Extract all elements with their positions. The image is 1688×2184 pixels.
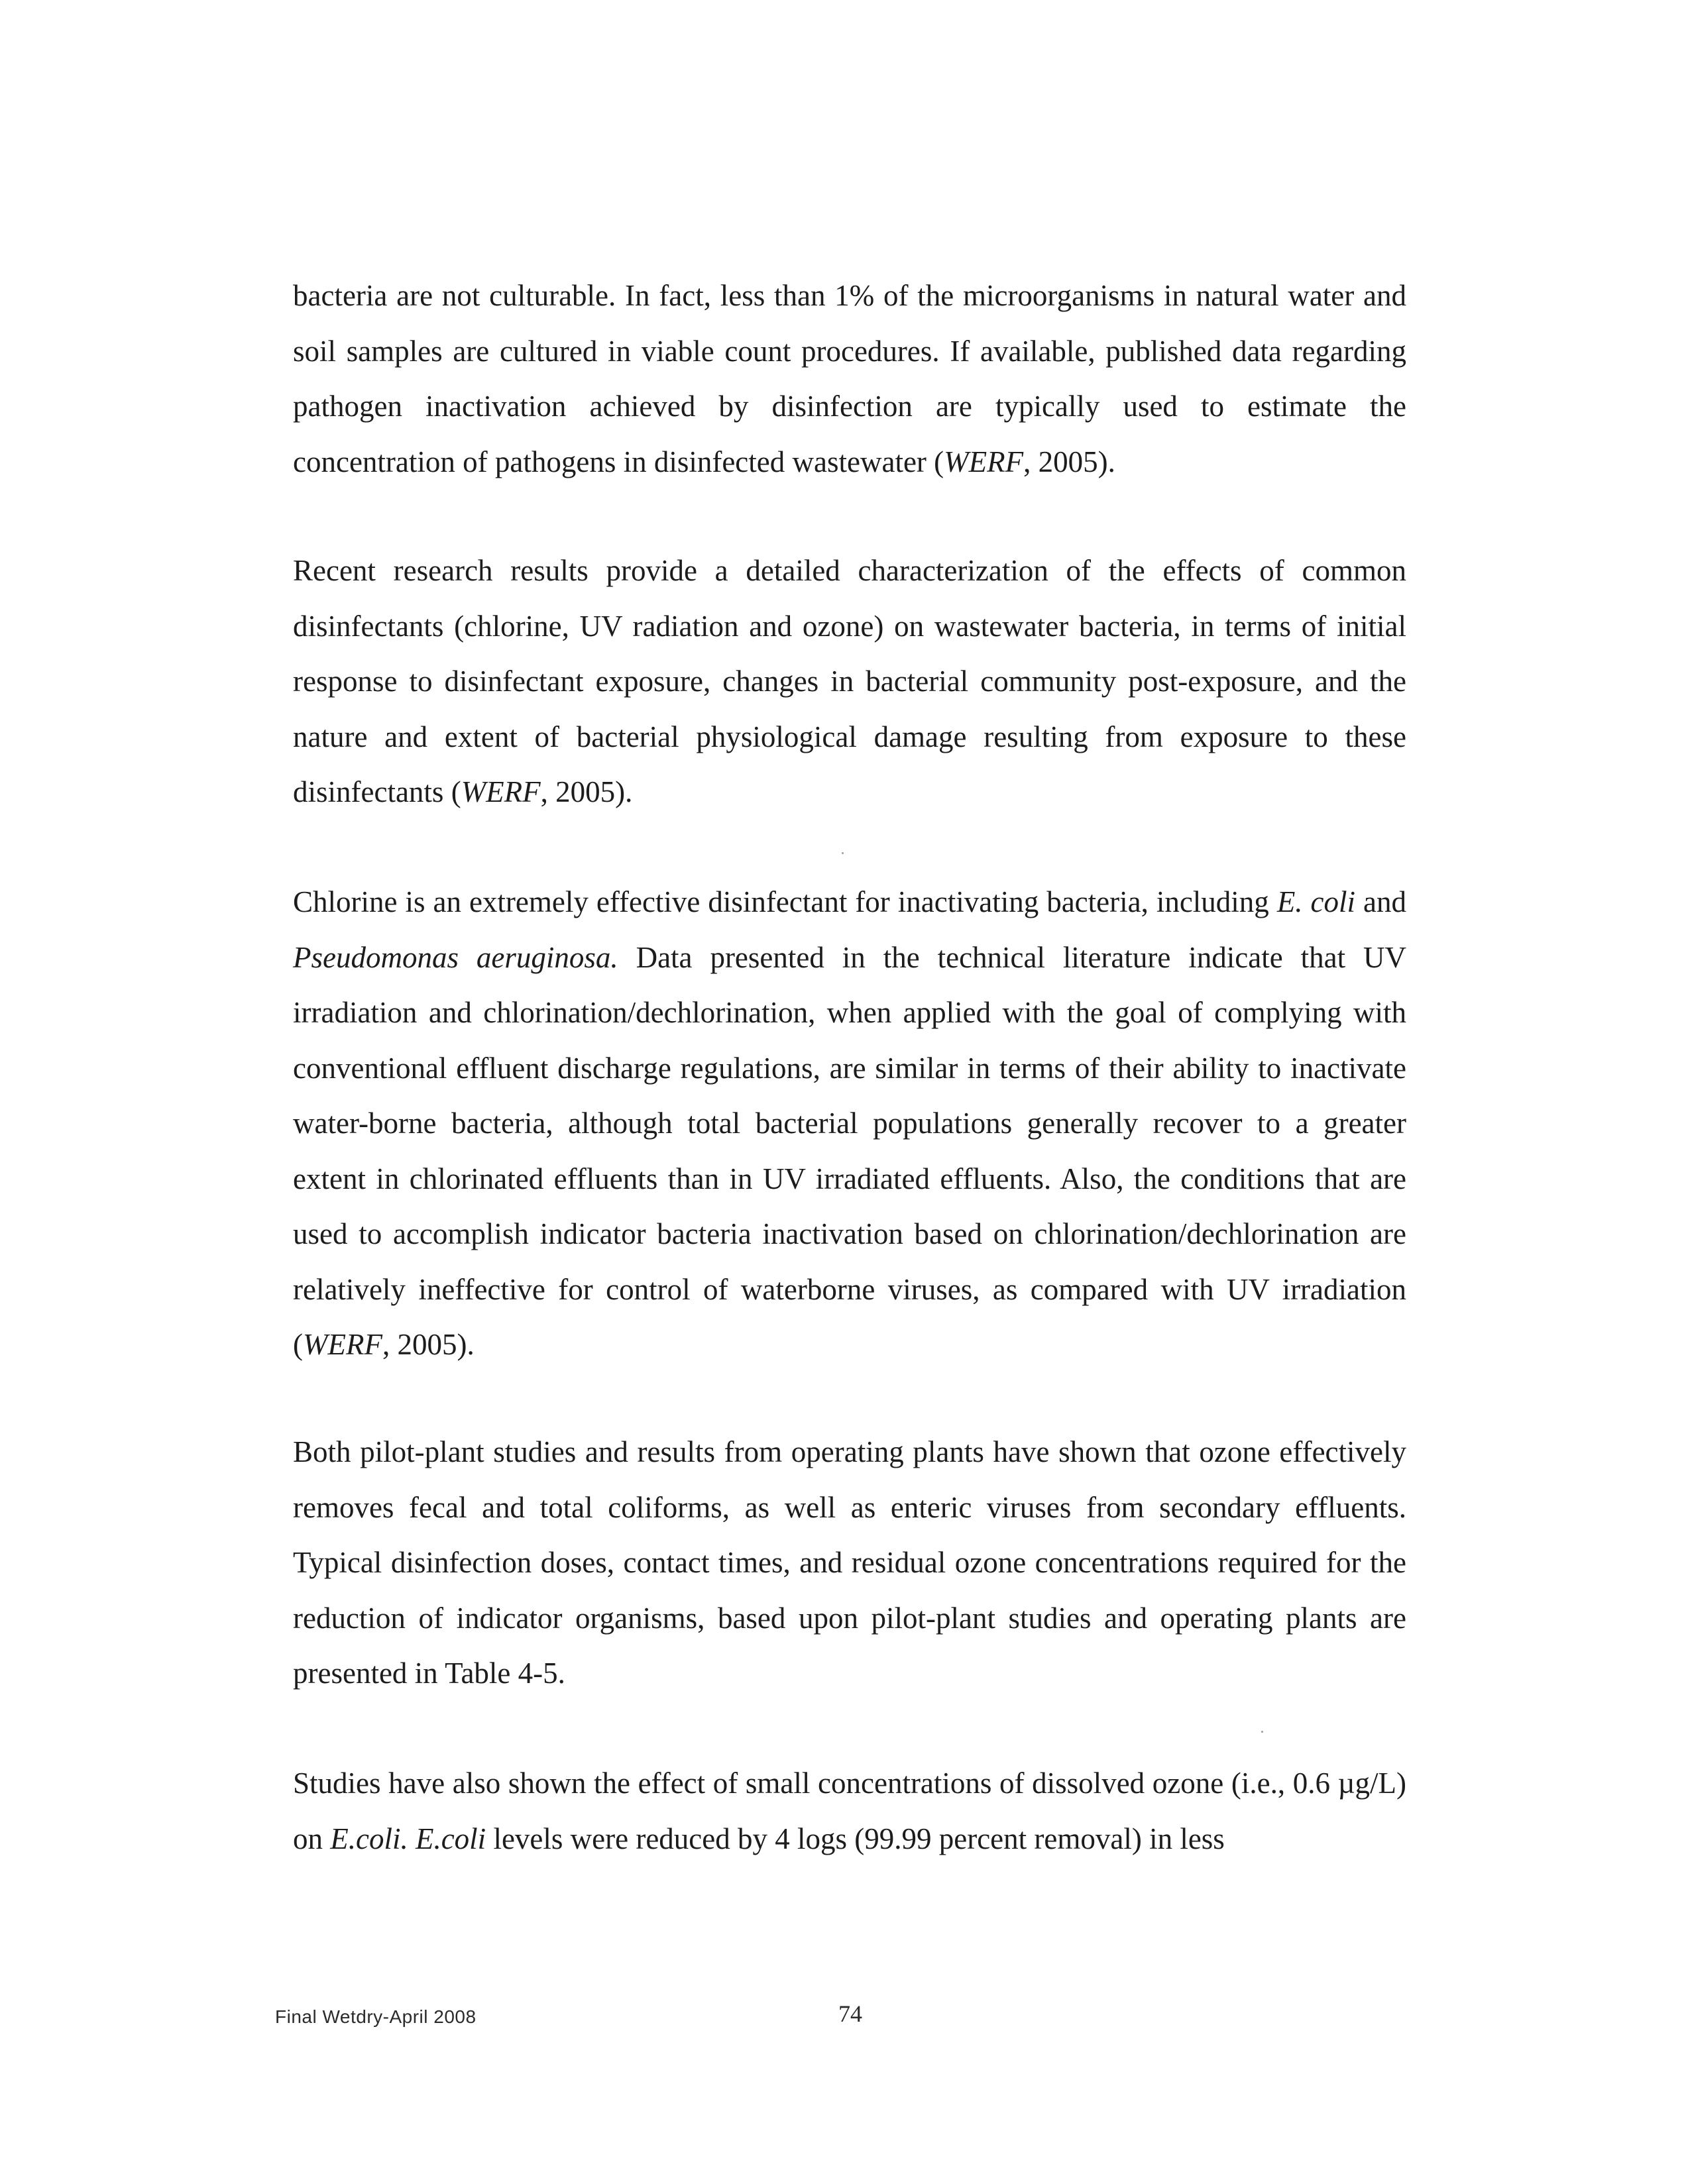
paragraph-text-segment: Data presented in the technical literature indicate that UV irradiation and chlorination/dechlorination, when applied with the goal of complying with conventional effluent discharge regulations, are similar in terms of their ability to inactivate water-borne bacteria, although total bacterial populations generally recover to a greater extent in chlorinated effluents than in UV irradiated effluents. Also, the conditions that are used to accomplish indicator bacteria inactivation based on chlorination/dechlorination are relatively ineffective for control of waterborne viruses, as compared with UV irradiation ( — [293, 940, 1406, 1361]
paragraph-text-segment: Chlorine is an extremely effective disinfectant for inactivating bacteria, including — [293, 885, 1277, 918]
paragraph-text-segment: Studies have also shown the effect of small concentrations of dissolved ozone (i.e., 0.6 µg/L) on — [293, 1767, 1406, 1855]
paragraph-text-segment: WERF — [461, 775, 541, 808]
paragraph-text-segment: WERF — [303, 1328, 382, 1361]
paragraph-text-segment: Both pilot-plant studies and results from operating plants have shown that ozone effectively removes fecal and total coliforms, as well as enteric viruses from secondary effluents. Typical disinfection doses, contact times, and residual ozone concentrations required for the reduction of indicator organisms, based upon pilot-plant studies and operating plants are presented in Table 4-5. — [293, 1435, 1406, 1690]
paragraph-4 — [293, 1425, 1406, 1702]
paragraph-text-segment: WERF — [944, 445, 1024, 478]
paragraph-5 — [293, 1756, 1406, 1867]
paragraph-text-segment: E.coli. — [330, 1822, 408, 1855]
paragraph-1 — [293, 268, 1406, 490]
paragraph-text-segment: , 2005). — [382, 1328, 475, 1361]
paragraph-text-segment: Recent research results provide a detailed characterization of the effects of common disinfectants (chlorine, UV radiation and ozone) on wastewater bacteria, in terms of initial response to disinfectant exposure, changes in bacterial community post-exposure, and the nature and extent of bacterial physiological damage resulting from exposure to these disinfectants ( — [293, 554, 1406, 808]
paragraph-text-segment: levels were reduced by 4 logs (99.99 percent removal) in less — [486, 1822, 1225, 1855]
footer-document-label: Final Wetdry-April 2008 — [275, 2006, 477, 2027]
paragraph-text-segment: bacteria are not culturable. In fact, less than 1% of the microorganisms in natural water and soil samples are cultured in viable count procedures. If available, published data regarding pathogen inactivation achieved by disinfection are typically used to estimate the concentration of pathogens in disinfected wastewater ( — [293, 279, 1406, 478]
footer-page-number: 74 — [838, 2000, 862, 2027]
paragraph-text-segment: Pseudomonas aeruginosa. — [293, 940, 618, 974]
paragraph-2 — [293, 543, 1406, 820]
paragraph-text-segment: , 2005). — [1023, 445, 1115, 478]
scan-speck — [842, 852, 844, 854]
paragraph-text-segment: and — [1355, 885, 1406, 918]
paragraph-text-segment: E. coli — [1276, 885, 1356, 918]
paragraph-text-segment: , 2005). — [540, 775, 633, 808]
paragraph-text-segment — [408, 1822, 416, 1855]
paragraph-text-segment: E.coli — [415, 1822, 486, 1855]
scan-speck — [1261, 1731, 1263, 1733]
paragraph-3 — [293, 875, 1406, 1373]
